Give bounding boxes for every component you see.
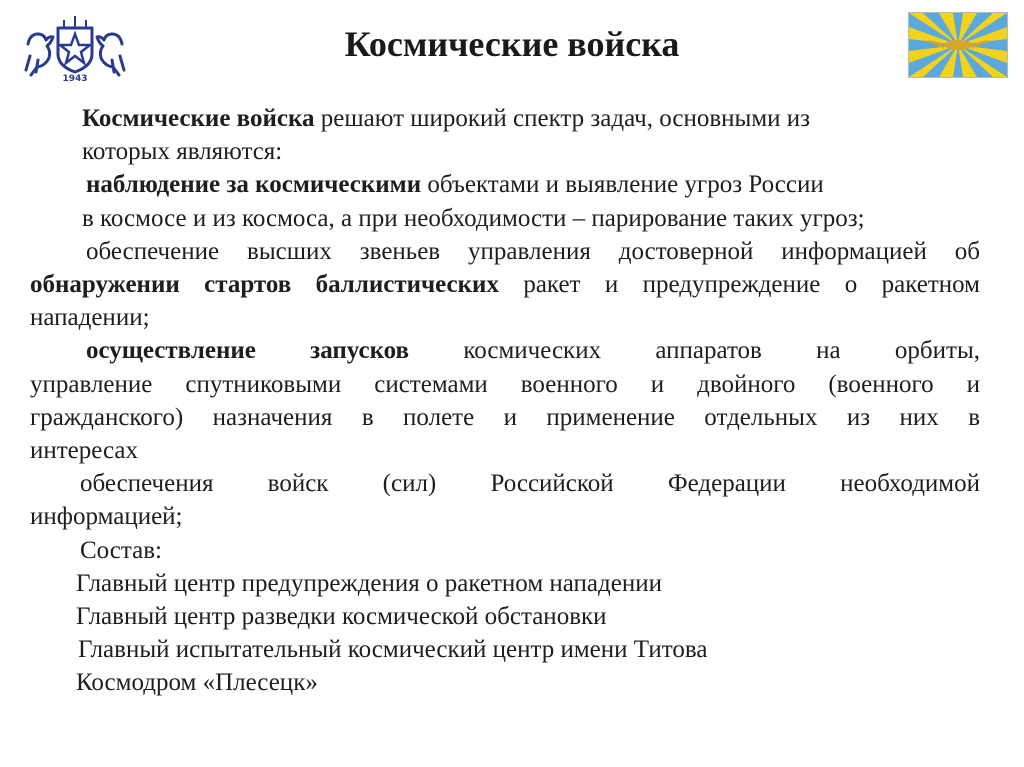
observation-strong: наблюдение за космическими	[86, 171, 422, 199]
composition-item: Главный центр разведки космической обстановки	[76, 603, 607, 631]
observation-text-1: объектами и выявление угроз России	[421, 171, 824, 199]
paragraph-intro	[30, 102, 980, 168]
paragraph-support	[30, 467, 980, 533]
composition-list	[30, 534, 980, 700]
warning-line-2	[30, 268, 980, 301]
launches-line-3: гражданского) назначения в полете и применение отдельных из них в	[30, 403, 980, 431]
intro-strong: Космические войска	[82, 105, 315, 132]
observation-line-1	[30, 168, 980, 201]
launches-line-1	[30, 334, 980, 367]
composition-item: Главный центр предупреждения о ракетном нападении	[76, 569, 662, 597]
logo-year: 1943	[62, 74, 88, 84]
page-title: Космические войска	[344, 24, 680, 64]
intro-text-1: решают широкий спектр задач, основными из	[314, 105, 811, 132]
paragraph-launches	[30, 334, 980, 467]
launches-line-2: управление спутниковыми системами военного и двойного (военного и	[30, 370, 980, 398]
paragraph-observation	[30, 168, 980, 234]
warning-line-3: нападении;	[30, 304, 150, 332]
launches-line-4: интересах	[30, 437, 138, 465]
composition-item: Космодром «Плесецк»	[76, 669, 318, 697]
main-content	[30, 102, 980, 700]
support-line-2: информацией;	[30, 503, 183, 531]
warning-strong: обнаружении стартов баллистических	[30, 271, 499, 299]
paragraph-warning	[30, 235, 980, 335]
warning-text-2: ракет и предупреждение о ракетном	[498, 271, 980, 299]
intro-line-1	[30, 102, 980, 135]
support-line-1: обеспечения войск (сил) Российской Федерации необходимой	[80, 470, 980, 498]
intro-line-2: которых являются:	[82, 138, 283, 166]
composition-item: Главный испытательный космический центр имени Титова	[78, 636, 708, 664]
air-force-flag-icon	[908, 12, 1008, 78]
observation-line-2: в космосе и из космоса, а при необходимости – парирование таких угроз;	[82, 204, 865, 232]
launches-strong: осуществление запусков	[86, 337, 410, 365]
warning-line-1: обеспечение высших звеньев управления достоверной информацией об	[86, 237, 980, 265]
composition-heading: Состав:	[80, 536, 162, 564]
launches-text-1: космических аппаратов на орбиты,	[409, 337, 980, 365]
